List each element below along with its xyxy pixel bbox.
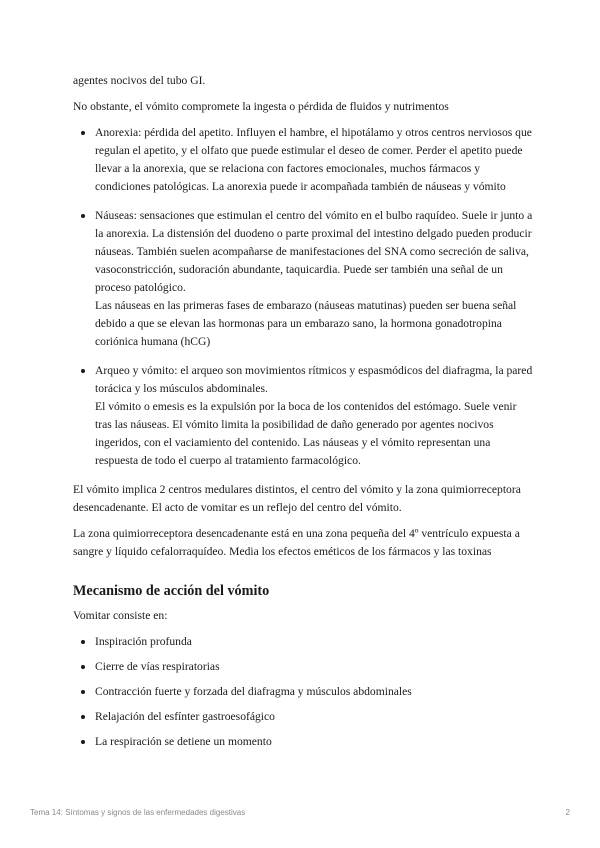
list-item-text: Arqueo y vómito: el arqueo son movimientos rítmicos y espasmódicos del diafragma, la pared torácica y los músculos abdominales. (95, 364, 533, 395)
section-intro: Vomitar consiste en: (73, 609, 168, 622)
list-item: Inspiración profunda (95, 633, 533, 651)
list-item-text: Anorexia: pérdida del apetito. Influyen el hambre, el hipotálamo y otros centros nerviosos que regulan el apetito, y el olfato que puede estimular el deseo de comer. Perder el apetito puede llevar a la anorexia, que se relaciona con factores emocionales, muchos fármacos y condiciones patológicas. La anorexia puede ir acompañada también de náuseas y vómito (95, 126, 532, 193)
footer-title: Tema 14: Síntomas y signos de las enfermedades digestivas (30, 808, 246, 817)
mechanism-list (73, 633, 533, 751)
page-content (73, 72, 533, 758)
list-item-text: Las náuseas en las primeras fases de embarazo (náuseas matutinas) pueden ser buena señal debido a que se elevan las hormonas para un embarazo sano, la hormona gonadotropina coriónica humana (hCG) (95, 299, 517, 348)
list-item-arqueo-vomito (95, 362, 533, 470)
list-item: Contracción fuerte y forzada del diafragma y músculos abdominales (95, 683, 533, 701)
list-item-text: Náuseas: sensaciones que estimulan el centro del vómito en el bulbo raquídeo. Suele ir junto a la anorexia. La distensión del duodeno o parte proximal del intestino delgado pueden producir náuseas. También suelen acompañarse de manifestaciones del SNA como secreción de saliva, vasoconstricción, sudoración abundante, taquicardia. Puede ser también una señal de un proceso patológico. (95, 209, 533, 294)
paragraph: No obstante, el vómito compromete la ingesta o pérdida de fluidos y nutrimentos (73, 100, 449, 113)
list-item: La respiración se detiene un momento (95, 733, 533, 751)
paragraph: agentes nocivos del tubo GI. (73, 74, 206, 87)
list-item-text: El vómito o emesis es la expulsión por la boca de los contenidos del estómago. Suele venir tras las náuseas. El vómito limita la posibilidad de daño generado por agentes nocivos ingeridos, con el vaciamiento del contenido. Las náuseas y el vómito representan una respuesta de todo el cuerpo al tratamiento farmacológico. (95, 400, 517, 467)
symptom-list (73, 124, 533, 470)
paragraph: La zona quimiorreceptora desencadenante está en una zona pequeña del 4º ventrículo expuesta a sangre y líquido cefalorraquídeo. Media los efectos eméticos de los fármacos y las toxinas (73, 527, 520, 558)
page-number: 2 (565, 808, 570, 817)
list-item-nauseas (95, 207, 533, 351)
list-item: Relajación del esfínter gastroesofágico (95, 708, 533, 726)
list-item: Cierre de vías respiratorias (95, 658, 533, 676)
section-heading: Mecanismo de acción del vómito (73, 583, 270, 599)
list-item-anorexia (95, 124, 533, 196)
paragraph: El vómito implica 2 centros medulares distintos, el centro del vómito y la zona quimiorreceptora desencadenante. El acto de vomitar es un reflejo del centro del vómito. (73, 483, 521, 514)
